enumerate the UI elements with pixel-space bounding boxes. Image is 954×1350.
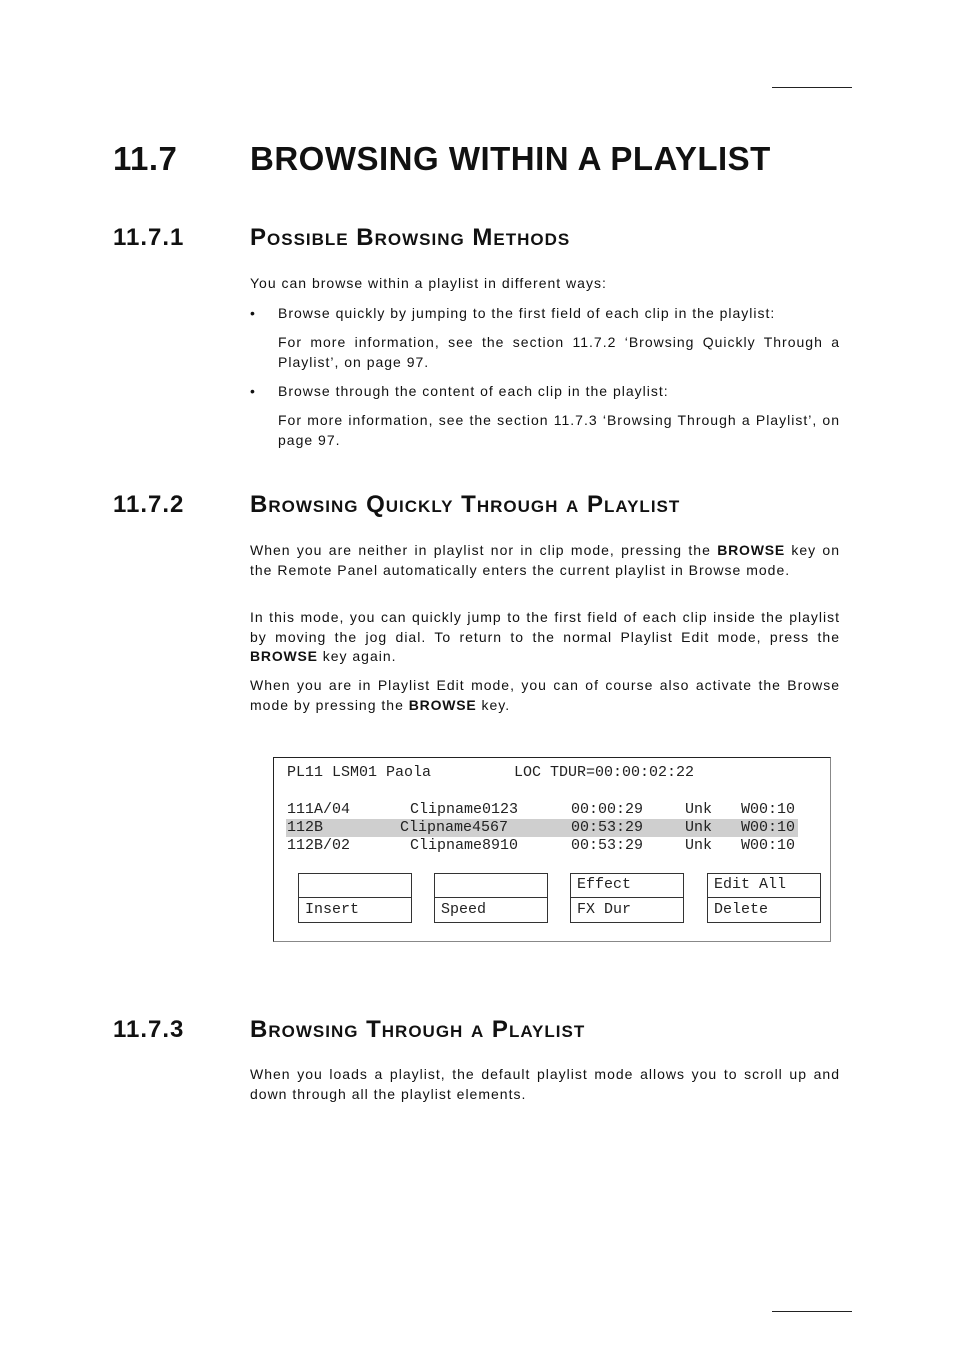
divider — [708, 897, 820, 898]
bullet-text: Browse through the content of each clip in the playlist: — [278, 383, 669, 399]
clip-id: 112B — [287, 819, 324, 836]
subsection-title: Possible Browsing Methods — [250, 224, 571, 251]
subsection-title: Browsing Quickly Through a Playlist — [250, 491, 681, 518]
text-run: In this mode, you can quickly jump to the first field of each clip inside the playlist by moving the jog dial. To return to the normal Playlist Edit mode, press the — [250, 609, 840, 645]
paragraph — [250, 608, 840, 667]
function-key-bottom-label: FX Dur — [577, 901, 632, 918]
clip-name: Clipname0123 — [410, 801, 519, 818]
text-run: key again. — [317, 648, 397, 664]
paragraph — [250, 541, 840, 580]
clip-status: Unk — [685, 837, 713, 854]
bullet-icon: • — [250, 383, 255, 399]
bullet-text: Browse quickly by jumping to the first field of each clip in the playlist: — [278, 305, 776, 321]
subsection-number: 11.7.1 — [113, 224, 185, 251]
clip-duration: W00:10 — [741, 837, 796, 854]
divider — [571, 897, 683, 898]
clip-id: 112B/02 — [287, 837, 351, 854]
paragraph — [250, 676, 840, 715]
function-key-f3[interactable] — [570, 873, 684, 923]
clip-duration: W00:10 — [741, 819, 796, 836]
divider — [299, 897, 411, 898]
key-name: BROWSE — [250, 648, 318, 664]
text-run: When you are in Playlist Edit mode, you can of course also activate the Browse mode by pressing the — [250, 677, 840, 713]
clip-timecode: 00:53:29 — [571, 837, 644, 854]
function-key-top-label: Effect — [577, 876, 632, 893]
clip-name: Clipname8910 — [410, 837, 519, 854]
function-key-bottom-label: Delete — [714, 901, 769, 918]
bullet-icon: • — [250, 305, 255, 321]
remote-panel-screen — [273, 757, 831, 942]
screen-header-left: PL11 LSM01 Paola — [287, 764, 432, 781]
selected-row-highlight — [286, 819, 798, 837]
section-number: 11.7 — [113, 140, 178, 177]
subsection-title: Browsing Through a Playlist — [250, 1016, 586, 1043]
clip-duration: W00:10 — [741, 801, 796, 818]
clip-status: Unk — [685, 801, 713, 818]
section-title: BROWSING WITHIN A PLAYLIST — [250, 140, 771, 177]
clip-name: Clipname4567 — [400, 819, 509, 836]
function-key-bottom-label: Insert — [305, 901, 360, 918]
divider — [435, 897, 547, 898]
bullet-detail: For more information, see the section 11.7.3 ‘Browsing Through a Playlist’, on page 97. — [278, 412, 840, 448]
subsection-number: 11.7.2 — [113, 491, 185, 518]
paragraph: You can browse within a playlist in different ways: — [250, 275, 607, 291]
footer-rule — [772, 1311, 852, 1312]
subsection-number: 11.7.3 — [113, 1016, 185, 1043]
screen-header-right: LOC TDUR=00:00:02:22 — [514, 764, 695, 781]
key-name: BROWSE — [408, 696, 477, 713]
function-key-top-label: Edit All — [714, 876, 787, 893]
bullet-detail: For more information, see the section 11.7.2 ‘Browsing Quickly Through a Playlist’, on page 97. — [278, 334, 840, 370]
function-key-f1[interactable] — [298, 873, 412, 923]
text-run: key on the Remote Panel automatically enters the current playlist in Browse mode. — [250, 542, 841, 578]
header-rule — [772, 87, 852, 88]
function-key-bottom-label: Speed — [441, 901, 487, 918]
clip-timecode: 00:53:29 — [571, 819, 644, 836]
clip-status: Unk — [685, 819, 713, 836]
paragraph: When you loads a playlist, the default playlist mode allows you to scroll up and down through all the playlist elements. — [250, 1066, 840, 1102]
text-run: When you are neither in playlist nor in clip mode, pressing the — [250, 542, 718, 558]
clip-id: 111A/04 — [287, 801, 351, 818]
key-name: BROWSE — [717, 542, 785, 558]
clip-timecode: 00:00:29 — [571, 801, 644, 818]
function-key-f2[interactable] — [434, 873, 548, 923]
function-key-f4[interactable] — [707, 873, 821, 923]
text-run: key. — [476, 696, 511, 713]
